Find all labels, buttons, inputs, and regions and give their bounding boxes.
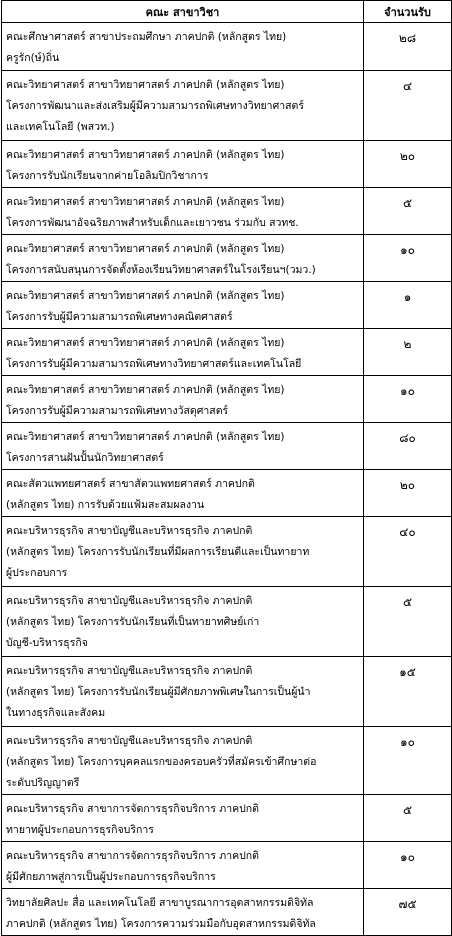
quota-cell: ๒ — [364, 329, 452, 376]
quota-cell: ๗๕ — [364, 889, 452, 936]
table-row — [2, 657, 452, 727]
quota-cell: ๕ — [364, 795, 452, 842]
program-text-line: คณะบริหารธุรกิจ สาขาบัญชีและบริหารธุรกิจ ภาคปกติ — [6, 735, 253, 747]
program-cell — [2, 517, 364, 587]
quota-cell: ๑๐ — [364, 727, 452, 795]
program-text-line: ทายาทผู้ประกอบการธุรกิจบริการ — [6, 824, 154, 836]
program-text-line: คณะบริหารธุรกิจ สาขาบัญชีและบริหารธุรกิจ ภาคปกติ — [6, 595, 253, 607]
table-row — [2, 842, 452, 889]
table-row — [2, 23, 452, 71]
program-text-line: โครงการรับผู้มีความสามารถพิเศษทางวิทยาศาสตร์และเทคโนโลยี — [6, 358, 302, 370]
program-text-line: คณะวิทยาศาสตร์ สาขาวิทยาศาสตร์ ภาคปกติ (หลักสูตร ไทย) — [6, 290, 285, 302]
table-row — [2, 376, 452, 423]
program-text-line: ผู้มีศักยภาพสู่การเป็นผู้ประกอบการธุรกิจบริการ — [6, 871, 216, 883]
table-row — [2, 141, 452, 188]
table-row — [2, 517, 452, 587]
program-text-line: ครูรัก(ษ์)ถิ่น — [6, 52, 60, 64]
table-header-row — [2, 1, 452, 23]
program-cell — [2, 657, 364, 727]
quota-cell: ๕ — [364, 188, 452, 235]
program-cell — [2, 71, 364, 141]
program-text-line: วิทยาลัยศิลปะ สื่อ และเทคโนโลยี สาขาบูรณาการอุตสาหกรรมดิจิทัล — [6, 897, 314, 909]
program-text-line: และเทคโนโลยี (พสวท.) — [6, 121, 115, 133]
program-cell — [2, 889, 364, 936]
quota-cell: ๑ — [364, 282, 452, 329]
program-text-line: โครงการสนับสนุนการจัดตั้งห้องเรียนวิทยาศาสตร์ในโรงเรียนฯ(วมว.) — [6, 264, 316, 276]
program-text-line: โครงการรับนักเรียนจากค่ายโอลิมปิกวิชาการ — [6, 170, 209, 182]
quota-cell: ๑๐ — [364, 376, 452, 423]
quota-cell: ๔ — [364, 71, 452, 141]
program-text-line: คณะวิทยาศาสตร์ สาขาวิทยาศาสตร์ ภาคปกติ (หลักสูตร ไทย) — [6, 431, 285, 443]
quota-cell: ๘๐ — [364, 423, 452, 470]
program-cell — [2, 282, 364, 329]
program-text-line: คณะบริหารธุรกิจ สาขาบัญชีและบริหารธุรกิจ ภาคปกติ — [6, 665, 253, 677]
program-text-line: บัญชี-บริหารธุรกิจ — [6, 637, 88, 649]
quota-cell: ๒๐ — [364, 470, 452, 517]
table-row — [2, 727, 452, 795]
table-row — [2, 889, 452, 936]
program-text-line: (หลักสูตร ไทย) โครงการบุคคลแรกของครอบครัวที่สมัครเข้าศึกษาต่อ — [6, 756, 317, 768]
program-text-line: คณะสัตวแพทยศาสตร์ สาขาสัตวแพทยศาสตร์ ภาคปกติ — [6, 478, 255, 490]
program-text-line: (หลักสูตร ไทย) โครงการรับนักเรียนที่เป็นทายาทศิษย์เก่า — [6, 616, 260, 628]
quota-cell: ๑๐ — [364, 235, 452, 282]
table-row — [2, 423, 452, 470]
program-text-line: โครงการพัฒนาอัจฉริยภาพสำหรับเด็กและเยาวชน ร่วมกับ สวทช. — [6, 217, 299, 229]
program-text-line: คณะวิทยาศาสตร์ สาขาวิทยาศาสตร์ ภาคปกติ (หลักสูตร ไทย) — [6, 243, 285, 255]
program-cell — [2, 235, 364, 282]
program-text-line: โครงการสานฝันปั้นนักวิทยาศาสตร์ — [6, 452, 164, 464]
program-text-line: (หลักสูตร ไทย) โครงการรับนักเรียนที่มีผลการเรียนดีและเป็นทายาท — [6, 546, 310, 558]
program-text-line: คณะบริหารธุรกิจ สาขาการจัดการธุรกิจบริการ ภาคปกติ — [6, 850, 259, 862]
admission-quota-table — [1, 0, 452, 936]
program-text-line: คณะวิทยาศาสตร์ สาขาวิทยาศาสตร์ ภาคปกติ (หลักสูตร ไทย) — [6, 79, 285, 91]
program-column-header: คณะ สาขาวิชา — [2, 1, 364, 23]
program-cell — [2, 842, 364, 889]
quota-cell: ๑๐ — [364, 842, 452, 889]
program-cell — [2, 727, 364, 795]
table-row — [2, 795, 452, 842]
program-text-line: คณะวิทยาศาสตร์ สาขาวิทยาศาสตร์ ภาคปกติ (หลักสูตร ไทย) — [6, 384, 285, 396]
program-text-line: ระดับปริญญาตรี — [6, 777, 80, 789]
table-row — [2, 235, 452, 282]
program-cell — [2, 423, 364, 470]
quota-cell: ๒๘ — [364, 23, 452, 71]
program-text-line: คณะวิทยาศาสตร์ สาขาวิทยาศาสตร์ ภาคปกติ (หลักสูตร ไทย) — [6, 337, 285, 349]
table-row — [2, 329, 452, 376]
program-text-line: ผู้ประกอบการ — [6, 567, 68, 579]
program-text-line: ในทางธุรกิจและสังคม — [6, 707, 106, 719]
program-text-line: (หลักสูตร ไทย) การรับด้วยแฟ้มสะสมผลงาน — [6, 499, 205, 511]
quota-cell: ๕ — [364, 587, 452, 657]
program-text-line: โครงการรับผู้มีความสามารถพิเศษทางวัสดุศาสตร์ — [6, 405, 229, 417]
program-text-line: โครงการพัฒนาและส่งเสริมผู้มีความสามารถพิเศษทางวิทยาศาสตร์ — [6, 100, 305, 112]
program-cell — [2, 329, 364, 376]
quota-cell: ๑๕ — [364, 657, 452, 727]
program-cell — [2, 141, 364, 188]
program-text-line: คณะบริหารธุรกิจ สาขาการจัดการธุรกิจบริการ ภาคปกติ — [6, 803, 259, 815]
quota-cell: ๒๐ — [364, 141, 452, 188]
table-row — [2, 188, 452, 235]
program-cell — [2, 23, 364, 71]
table-row — [2, 282, 452, 329]
program-cell — [2, 376, 364, 423]
program-text-line: โครงการรับผู้มีความสามารถพิเศษทางคณิตศาสตร์ — [6, 311, 233, 323]
quota-cell: ๔๐ — [364, 517, 452, 587]
program-cell — [2, 795, 364, 842]
program-text-line: คณะวิทยาศาสตร์ สาขาวิทยาศาสตร์ ภาคปกติ (หลักสูตร ไทย) — [6, 149, 285, 161]
program-text-line: คณะวิทยาศาสตร์ สาขาวิทยาศาสตร์ ภาคปกติ (หลักสูตร ไทย) — [6, 196, 285, 208]
table-row — [2, 470, 452, 517]
program-text-line: คณะบริหารธุรกิจ สาขาบัญชีและบริหารธุรกิจ ภาคปกติ — [6, 525, 253, 537]
program-cell — [2, 587, 364, 657]
table-row — [2, 71, 452, 141]
program-cell — [2, 188, 364, 235]
program-text-line: คณะศึกษาศาสตร์ สาขาประถมศึกษา ภาคปกติ (หลักสูตร ไทย) — [6, 31, 287, 43]
program-text-line: (หลักสูตร ไทย) โครงการรับนักเรียนผู้มีศักยภาพพิเศษในการเป็นผู้นำ — [6, 686, 311, 698]
table-body — [2, 23, 452, 936]
program-cell — [2, 470, 364, 517]
program-text-line: ภาคปกติ (หลักสูตร ไทย) โครงการความร่วมมือกับอุตสาหกรรมดิจิทัล — [6, 918, 316, 930]
table-row — [2, 587, 452, 657]
quota-column-header: จำนวนรับ — [364, 1, 452, 23]
